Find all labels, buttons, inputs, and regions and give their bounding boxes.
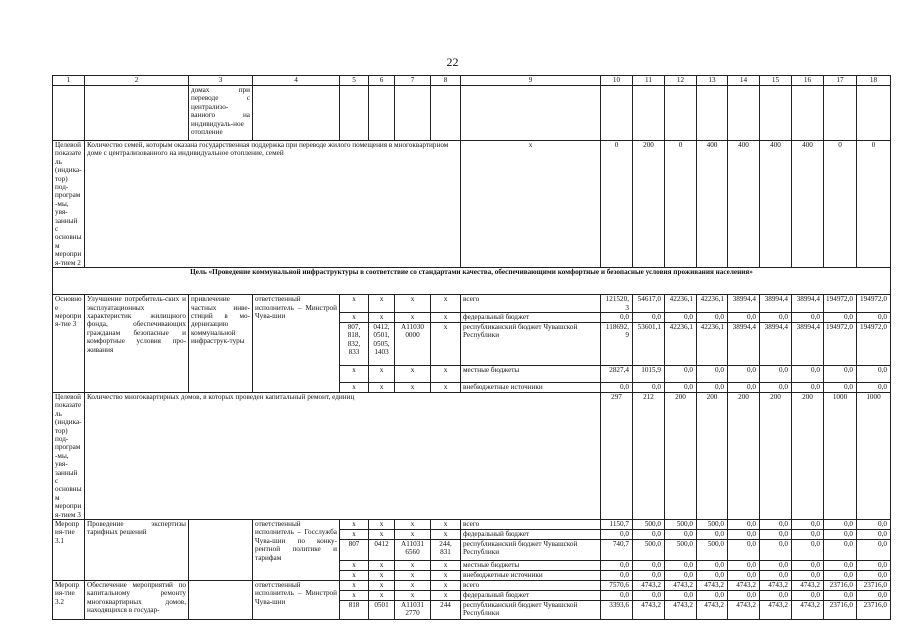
funding-value: 500,0	[697, 540, 728, 561]
funding-value: 500,0	[665, 520, 697, 530]
funding-value: 4743,2	[665, 601, 697, 620]
funding-value: 0,0	[728, 312, 760, 322]
funding-value: 0,0	[824, 561, 857, 571]
code-grbs: x	[340, 581, 369, 591]
funding-value: 0,0	[697, 312, 728, 322]
funding-value: 1150,7	[601, 520, 633, 530]
finance-row	[53, 520, 891, 530]
indicator-row	[53, 392, 891, 519]
funding-value: 38994,4	[760, 295, 792, 313]
code-csr: x	[395, 530, 431, 540]
indicator-value: 0	[824, 141, 857, 268]
column-header: 3	[189, 76, 253, 86]
goal-text: Цель «Проведение коммунальной инфраструктуры в соответствие со стандартами качества, обеспечивающими комфортные и безопасные условия проживания населения»	[53, 268, 891, 295]
table-cell	[369, 86, 395, 141]
column-header: 17	[824, 76, 857, 86]
indicator-value: 200	[728, 392, 760, 519]
funding-value: 42236,1	[665, 295, 697, 313]
funding-value: 0,0	[792, 365, 824, 382]
task-text: домах при переводе с централизо-ванного на индивидуаль-ное отопление	[189, 86, 253, 141]
table-cell	[53, 86, 85, 141]
code-rz-pr: x	[369, 382, 395, 392]
table-cell	[665, 86, 697, 141]
code-csr: А11031 6560	[395, 540, 431, 561]
column-header: 18	[857, 76, 891, 86]
funding-value: 0,0	[792, 530, 824, 540]
table-cell	[633, 86, 665, 141]
funding-value: 0,0	[792, 312, 824, 322]
column-header: 12	[665, 76, 697, 86]
column-header: 11	[633, 76, 665, 86]
indicator-value: 1000	[824, 392, 857, 519]
code-rz-pr: x	[369, 561, 395, 571]
code-vr: x	[431, 520, 461, 530]
funding-value: 0,0	[857, 520, 891, 530]
funding-value: 0,0	[857, 312, 891, 322]
measure-task	[189, 581, 253, 620]
table-cell	[85, 86, 189, 141]
code-vr: 244, 831	[431, 540, 461, 561]
measure-label: Мероприя-тие 3.1	[53, 520, 85, 581]
funding-value: 0,0	[857, 530, 891, 540]
funding-value: 194972,0	[857, 322, 891, 365]
funding-value: 0,0	[792, 571, 824, 581]
indicator-label: Целевой показатель (индика-тор) под-програм-мы, увя-занный с основным мероприя-тием 2	[53, 141, 85, 268]
funding-value: 23716,0	[824, 581, 857, 591]
funding-value: 0,0	[728, 571, 760, 581]
funding-value: 0,0	[857, 382, 891, 392]
indicator-value: 200	[760, 392, 792, 519]
funding-value: 0,0	[728, 591, 760, 601]
funding-value: 0,0	[728, 540, 760, 561]
funding-value: 0,0	[665, 382, 697, 392]
code-vr: x	[431, 571, 461, 581]
funding-value: 0,0	[697, 530, 728, 540]
funding-value: 0,0	[792, 561, 824, 571]
funding-value: 23716,0	[857, 581, 891, 591]
code-rz-pr: x	[369, 295, 395, 313]
funding-value: 194972,0	[857, 295, 891, 313]
measure-label: Основное мероприя-тие 3	[53, 295, 85, 393]
funding-value: 0,0	[824, 530, 857, 540]
finance-row	[53, 581, 891, 591]
funding-value: 0,0	[633, 312, 665, 322]
funding-source: всего	[461, 520, 601, 530]
table-cell	[824, 86, 857, 141]
column-header: 14	[728, 76, 760, 86]
funding-value: 500,0	[697, 520, 728, 530]
funding-value: 0,0	[857, 571, 891, 581]
code-rz-pr: 0412, 0501, 0505, 1403	[369, 322, 395, 365]
funding-value: 23716,0	[857, 601, 891, 620]
funding-value: 740,7	[601, 540, 633, 561]
funding-value: 0,0	[792, 591, 824, 601]
table-cell	[697, 86, 728, 141]
funding-value: 0,0	[633, 591, 665, 601]
code-csr: x	[395, 581, 431, 591]
funding-value: 0,0	[665, 365, 697, 382]
funding-value: 4743,2	[633, 601, 665, 620]
funding-value: 0,0	[601, 571, 633, 581]
funding-value: 4743,2	[728, 581, 760, 591]
code-csr: x	[395, 571, 431, 581]
indicator-value: 400	[792, 141, 824, 268]
code-vr: x	[431, 312, 461, 322]
responsible-executor: ответственный исполнитель – Минстрой Чува-шии	[253, 295, 340, 393]
column-header: 9	[461, 76, 601, 86]
funding-source: федеральный бюджет	[461, 530, 601, 540]
funding-value: 1015,9	[633, 365, 665, 382]
funding-value: 0,0	[665, 561, 697, 571]
funding-value: 0,0	[601, 382, 633, 392]
funding-value: 0,0	[633, 382, 665, 392]
funding-value: 53601,1	[633, 322, 665, 365]
funding-value: 0,0	[697, 365, 728, 382]
column-header: 7	[395, 76, 431, 86]
code-csr: x	[395, 365, 431, 382]
funding-value: 38994,4	[792, 322, 824, 365]
funding-value: 4743,2	[792, 601, 824, 620]
funding-value: 4743,2	[697, 601, 728, 620]
code-grbs: x	[340, 520, 369, 530]
code-rz-pr: x	[369, 365, 395, 382]
indicator-value: 400	[728, 141, 760, 268]
funding-value: 0,0	[697, 591, 728, 601]
funding-value: 0,0	[697, 561, 728, 571]
funding-value: 3393,6	[601, 601, 633, 620]
table-cell	[760, 86, 792, 141]
code-vr: x	[431, 591, 461, 601]
code-grbs: 807	[340, 540, 369, 561]
funding-source: местные бюджеты	[461, 365, 601, 382]
funding-value: 0,0	[857, 540, 891, 561]
funding-value: 0,0	[728, 530, 760, 540]
column-header: 2	[85, 76, 189, 86]
funding-value: 0,0	[697, 382, 728, 392]
measure-name: Проведение экспертизы тарифных решений	[85, 520, 189, 581]
funding-value: 0,0	[760, 561, 792, 571]
code-vr: x	[431, 365, 461, 382]
indicator-value: 297	[601, 392, 633, 519]
finance-row	[53, 295, 891, 313]
indicator-value: 1000	[857, 392, 891, 519]
table-cell	[461, 86, 601, 141]
table-cell	[728, 86, 760, 141]
continuation-row	[53, 86, 891, 141]
code-rz-pr: x	[369, 571, 395, 581]
indicator-text: Количество многоквартирных домов, в которых проведен капитальный ремонт, единиц	[85, 392, 601, 519]
table-cell	[253, 86, 340, 141]
funding-value: 38994,4	[728, 295, 760, 313]
column-header: 5	[340, 76, 369, 86]
indicator-value: 200	[665, 392, 697, 519]
funding-value: 0,0	[665, 530, 697, 540]
funding-value: 0,0	[601, 561, 633, 571]
funding-value: 0,0	[792, 540, 824, 561]
funding-value: 2827,4	[601, 365, 633, 382]
code-rz-pr: x	[369, 581, 395, 591]
code-csr: x	[395, 591, 431, 601]
code-rz-pr: x	[369, 591, 395, 601]
funding-value: 23716,0	[824, 601, 857, 620]
column-header: 16	[792, 76, 824, 86]
program-table	[52, 75, 891, 620]
funding-value: 0,0	[601, 530, 633, 540]
funding-source: федеральный бюджет	[461, 591, 601, 601]
funding-source: местные бюджеты	[461, 561, 601, 571]
code-vr: x	[431, 295, 461, 313]
code-vr: x	[431, 530, 461, 540]
code-grbs: x	[340, 382, 369, 392]
funding-value: 118692,9	[601, 322, 633, 365]
funding-value: 0,0	[824, 591, 857, 601]
funding-value: 54617,0	[633, 295, 665, 313]
funding-value: 4743,2	[728, 601, 760, 620]
funding-value: 0,0	[665, 571, 697, 581]
column-header: 1	[53, 76, 85, 86]
code-grbs: x	[340, 571, 369, 581]
code-grbs: x	[340, 295, 369, 313]
indicator-text: Количество семей, которым оказана государственная поддержка при переводе жилого помещения в многоквартирном доме с централизованного на индивидуальное отопление, семей	[85, 141, 461, 268]
code-grbs: x	[340, 561, 369, 571]
measure-label: Мероприя-тие 3.2	[53, 581, 85, 620]
indicator-row	[53, 141, 891, 268]
funding-value: 0,0	[665, 591, 697, 601]
code-rz-pr: 0412	[369, 540, 395, 561]
code-vr: x	[431, 561, 461, 571]
funding-value: 38994,4	[760, 322, 792, 365]
page-number: 22	[446, 55, 459, 69]
funding-value: 4743,2	[792, 581, 824, 591]
funding-value: 4743,2	[760, 581, 792, 591]
funding-value: 0,0	[824, 540, 857, 561]
funding-value: 38994,4	[728, 322, 760, 365]
measure-name: Обеспечение мероприятий по капитальному ремонту многоквартирных домов, находящихся в государ-	[85, 581, 189, 620]
indicator-value: 0	[665, 141, 697, 268]
code-csr: x	[395, 561, 431, 571]
funding-value: 194972,0	[824, 322, 857, 365]
code-vr: 244	[431, 601, 461, 620]
funding-value: 0,0	[824, 520, 857, 530]
measure-task	[189, 520, 253, 581]
code-rz-pr: x	[369, 312, 395, 322]
funding-value: 4743,2	[760, 601, 792, 620]
code-vr: x	[431, 382, 461, 392]
funding-value: 4743,2	[633, 581, 665, 591]
responsible-executor: ответственный исполнитель – Минстрой Чува-шии	[253, 581, 340, 620]
code-csr: А11031 2770	[395, 601, 431, 620]
measure-task: привлечение частных инве-стиций в мо-дернизацию коммунальной инфраструк-туры	[189, 295, 253, 393]
header-row	[53, 76, 891, 86]
funding-value: 0,0	[857, 591, 891, 601]
funding-value: 7570,6	[601, 581, 633, 591]
funding-source: внебюджетные источники	[461, 382, 601, 392]
funding-source: республиканский бюджет Чувашской Республики	[461, 540, 601, 561]
code-grbs: 818	[340, 601, 369, 620]
funding-value: 0,0	[601, 312, 633, 322]
funding-value: 500,0	[633, 520, 665, 530]
code-csr: А11030 0000	[395, 322, 431, 365]
funding-value: 0,0	[760, 312, 792, 322]
code-vr: x	[431, 322, 461, 365]
code-rz-pr: x	[369, 520, 395, 530]
funding-value: 38994,4	[792, 295, 824, 313]
funding-value: 0,0	[728, 382, 760, 392]
funding-value: 0,0	[633, 561, 665, 571]
funding-value: 0,0	[760, 365, 792, 382]
funding-value: 0,0	[760, 520, 792, 530]
table-cell	[857, 86, 891, 141]
funding-value: 0,0	[824, 312, 857, 322]
indicator-value: 200	[792, 392, 824, 519]
table-cell	[395, 86, 431, 141]
funding-value: 121520,3	[601, 295, 633, 313]
funding-value: 0,0	[760, 540, 792, 561]
funding-value: 0,0	[760, 530, 792, 540]
indicator-value: 400	[697, 141, 728, 268]
indicator-value: 200	[697, 392, 728, 519]
code-rz-pr: x	[369, 530, 395, 540]
column-header: 8	[431, 76, 461, 86]
funding-value: 0,0	[824, 365, 857, 382]
funding-value: 0,0	[697, 571, 728, 581]
code-csr: x	[395, 295, 431, 313]
table-cell	[792, 86, 824, 141]
funding-value: 0,0	[857, 561, 891, 571]
funding-value: 194972,0	[824, 295, 857, 313]
code-grbs: x	[340, 365, 369, 382]
funding-source: всего	[461, 295, 601, 313]
funding-value: 0,0	[665, 312, 697, 322]
table-cell	[431, 86, 461, 141]
funding-source: федеральный бюджет	[461, 312, 601, 322]
funding-value: 0,0	[824, 571, 857, 581]
funding-value: 0,0	[792, 382, 824, 392]
funding-value: 0,0	[824, 382, 857, 392]
code-grbs: x	[340, 591, 369, 601]
indicator-x: x	[461, 141, 601, 268]
funding-source: республиканский бюджет Чувашской Республики	[461, 322, 601, 365]
funding-value: 42236,1	[697, 295, 728, 313]
column-header: 10	[601, 76, 633, 86]
funding-value: 500,0	[665, 540, 697, 561]
funding-value: 0,0	[760, 571, 792, 581]
funding-value: 4743,2	[665, 581, 697, 591]
code-rz-pr: 0501	[369, 601, 395, 620]
funding-value: 0,0	[792, 520, 824, 530]
funding-value: 0,0	[728, 520, 760, 530]
column-header: 15	[760, 76, 792, 86]
funding-source: всего	[461, 581, 601, 591]
funding-source: республиканский бюджет Чувашской Республики	[461, 601, 601, 620]
indicator-label: Целевой показатель (индика-тор) под-програм-мы, увя-занный с основным мероприя-тием 3	[53, 392, 85, 519]
goal-row	[53, 268, 891, 295]
code-grbs: 807, 818, 832, 833	[340, 322, 369, 365]
measure-name: Улучшение потребитель-ских и эксплуатационных характеристик жилищного фонда, обеспечивающих гражданам безопасные и комфортные условия про-живания	[85, 295, 189, 393]
funding-value: 0,0	[857, 365, 891, 382]
funding-value: 0,0	[633, 530, 665, 540]
funding-value: 42236,1	[697, 322, 728, 365]
funding-value: 0,0	[633, 571, 665, 581]
funding-source: внебюджетные источники	[461, 571, 601, 581]
code-csr: x	[395, 382, 431, 392]
column-header: 13	[697, 76, 728, 86]
responsible-executor: ответственный исполнитель – Госслужба Чува-шии по конку-рентной политике и тарифам	[253, 520, 340, 581]
funding-value: 0,0	[760, 591, 792, 601]
funding-value: 0,0	[728, 561, 760, 571]
funding-value: 0,0	[760, 382, 792, 392]
indicator-value: 400	[760, 141, 792, 268]
indicator-value: 212	[633, 392, 665, 519]
code-csr: x	[395, 520, 431, 530]
column-header: 4	[253, 76, 340, 86]
funding-value: 4743,2	[697, 581, 728, 591]
code-csr: x	[395, 312, 431, 322]
indicator-value: 0	[857, 141, 891, 268]
table-cell	[340, 86, 369, 141]
funding-value: 0,0	[601, 591, 633, 601]
funding-value: 42236,1	[665, 322, 697, 365]
indicator-value: 200	[633, 141, 665, 268]
indicator-value: 0	[601, 141, 633, 268]
column-header: 6	[369, 76, 395, 86]
code-grbs: x	[340, 312, 369, 322]
table-cell	[601, 86, 633, 141]
code-grbs: x	[340, 530, 369, 540]
funding-value: 500,0	[633, 540, 665, 561]
funding-value: 0,0	[728, 365, 760, 382]
code-vr: x	[431, 581, 461, 591]
